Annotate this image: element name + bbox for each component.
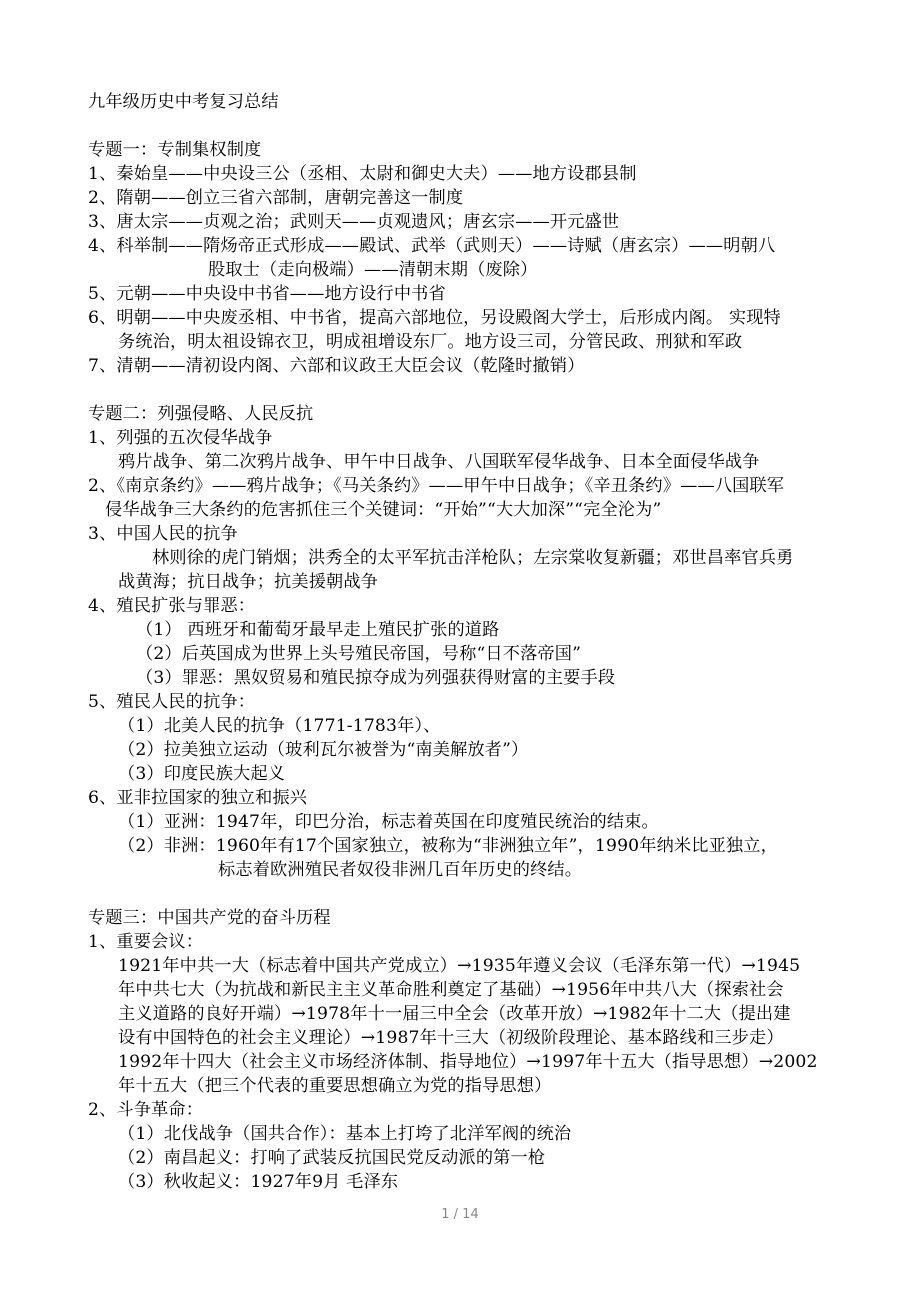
topic3-line-2: 2、斗争革命：	[88, 1100, 204, 1120]
topic1-line-6a: 6、明朝——中央废丞相、中书省，提高六部地位，另设殿阁大学士，后形成内阁。 实现特	[88, 308, 781, 328]
topic1-line-2: 2、隋朝——创立三省六部制，唐朝完善这一制度	[88, 188, 464, 208]
topic1-line-7: 7、清朝——清初设内阁、六部和议政王大臣会议（乾隆时撤销）	[88, 356, 585, 376]
topic1-line-3: 3、唐太宗——贞观之治；武则天——贞观遗风；唐玄宗——开元盛世	[88, 212, 620, 232]
topic1-line-5: 5、元朝——中央设中书省——地方设行中书省	[88, 284, 446, 304]
topic2-line-2a: 2、《南京条约》——鸦片战争；《马关条约》——甲午中日战争；《辛丑条约》——八国联军	[88, 476, 785, 496]
topic2-line-6: 6、亚非拉国家的独立和振兴	[88, 788, 308, 808]
topic2-line-2b: 侵华战争三大条约的危害抓住三个关键词：“开始”“大大加深”“完全沦为”	[105, 500, 662, 520]
topic3-para-3: 主义道路的良好开端）→1978年十一届三中全会（改革开放）→1982年十二大（提出建	[118, 1004, 791, 1024]
topic1-line-6b: 务统治，明太祖设锦衣卫，明成祖增设东厂。地方设三司，分管民政、刑狱和军政	[118, 332, 743, 352]
topic2-line-5: 5、殖民人民的抗争：	[88, 692, 256, 712]
topic1-line-4b: 股取士（走向极端）——清朝末期（废除）	[208, 260, 538, 280]
topic2-line-3a: 林则徐的虎门销烟；洪秀全的太平军抗击洋枪队；左宗棠收复新疆；邓世昌率官兵勇	[152, 548, 794, 568]
topic2-line-6a: （1）亚洲：1947年，印巴分治，标志着英国在印度殖民统治的结束。	[118, 812, 659, 832]
topic2-line-1: 1、列强的五次侵华战争	[88, 428, 273, 448]
document-title: 九年级历史中考复习总结	[88, 92, 279, 112]
topic3-heading: 专题三：中国共产党的奋斗历程	[88, 908, 331, 928]
topic3-para-6: 年十五大（把三个代表的重要思想确立为党的指导思想）	[118, 1076, 552, 1096]
topic3-line-2c: （3）秋收起义：1927年9月 毛泽东	[118, 1172, 399, 1192]
topic1-line-4a: 4、科举制——隋炀帝正式形成——殿试、武举（武则天）——诗赋（唐玄宗）——明朝八	[88, 236, 776, 256]
topic2-line-3b: 战黄海；抗日战争；抗美援朝战争	[118, 572, 379, 592]
topic2-heading: 专题二：列强侵略、人民反抗	[88, 404, 314, 424]
topic2-line-6c: 标志着欧洲殖民者奴役非洲几百年历史的终结。	[218, 860, 583, 880]
topic2-line-1b: 鸦片战争、第二次鸦片战争、甲午中日战争、八国联军侵华战争、日本全面侵华战争	[118, 452, 760, 472]
topic2-line-4b: （2）后英国成为世界上头号殖民帝国，号称“日不落帝国”	[136, 644, 582, 664]
topic2-line-6b: （2）非洲：1960年有17个国家独立，被称为“非洲独立年”，1990年纳米比亚独立，	[118, 836, 778, 856]
topic2-line-4c: （3）罪恶：黑奴贸易和殖民掠夺成为列强获得财富的主要手段	[136, 668, 616, 688]
topic2-line-3: 3、中国人民的抗争	[88, 524, 238, 544]
topic3-para-1: 1921年中共一大（标志着中国共产党成立）→1935年遵义会议（毛泽东第一代）→1945	[118, 956, 801, 976]
topic3-line-2b: （2）南昌起义：打响了武装反抗国民党反动派的第一枪	[118, 1148, 546, 1168]
topic2-line-4a: （1） 西班牙和葡萄牙最早走上殖民扩张的道路	[136, 620, 500, 640]
topic1-line-1: 1、秦始皇——中央设三公（丞相、太尉和御史大夫）——地方设郡县制	[88, 164, 637, 184]
topic3-para-2: 年中共七大（为抗战和新民主主义革命胜利奠定了基础）→1956年中共八大（探索社会	[118, 980, 784, 1000]
topic3-para-5: 1992年十四大（社会主义市场经济体制、指导地位）→1997年十五大（指导思想）→2002	[118, 1052, 818, 1072]
topic2-line-5a: （1）北美人民的抗争（1771-1783年）、	[118, 716, 441, 736]
topic3-para-4: 设有中国特色的社会主义理论）→1987年十三大（初级阶段理论、基本路线和三步走）	[118, 1028, 784, 1048]
topic2-line-4: 4、殖民扩张与罪恶：	[88, 596, 256, 616]
page-number: 1 / 14	[441, 1207, 479, 1222]
topic2-line-5c: （3）印度民族大起义	[118, 764, 286, 784]
topic2-line-5b: （2）拉美独立运动（玻利瓦尔被誉为“南美解放者”）	[118, 740, 529, 760]
topic3-line-2a: （1）北伐战争（国共合作）：基本上打垮了北洋军阀的统治	[118, 1124, 572, 1144]
topic3-line-1: 1、重要会议：	[88, 932, 204, 952]
topic1-heading: 专题一：专制集权制度	[88, 140, 262, 160]
